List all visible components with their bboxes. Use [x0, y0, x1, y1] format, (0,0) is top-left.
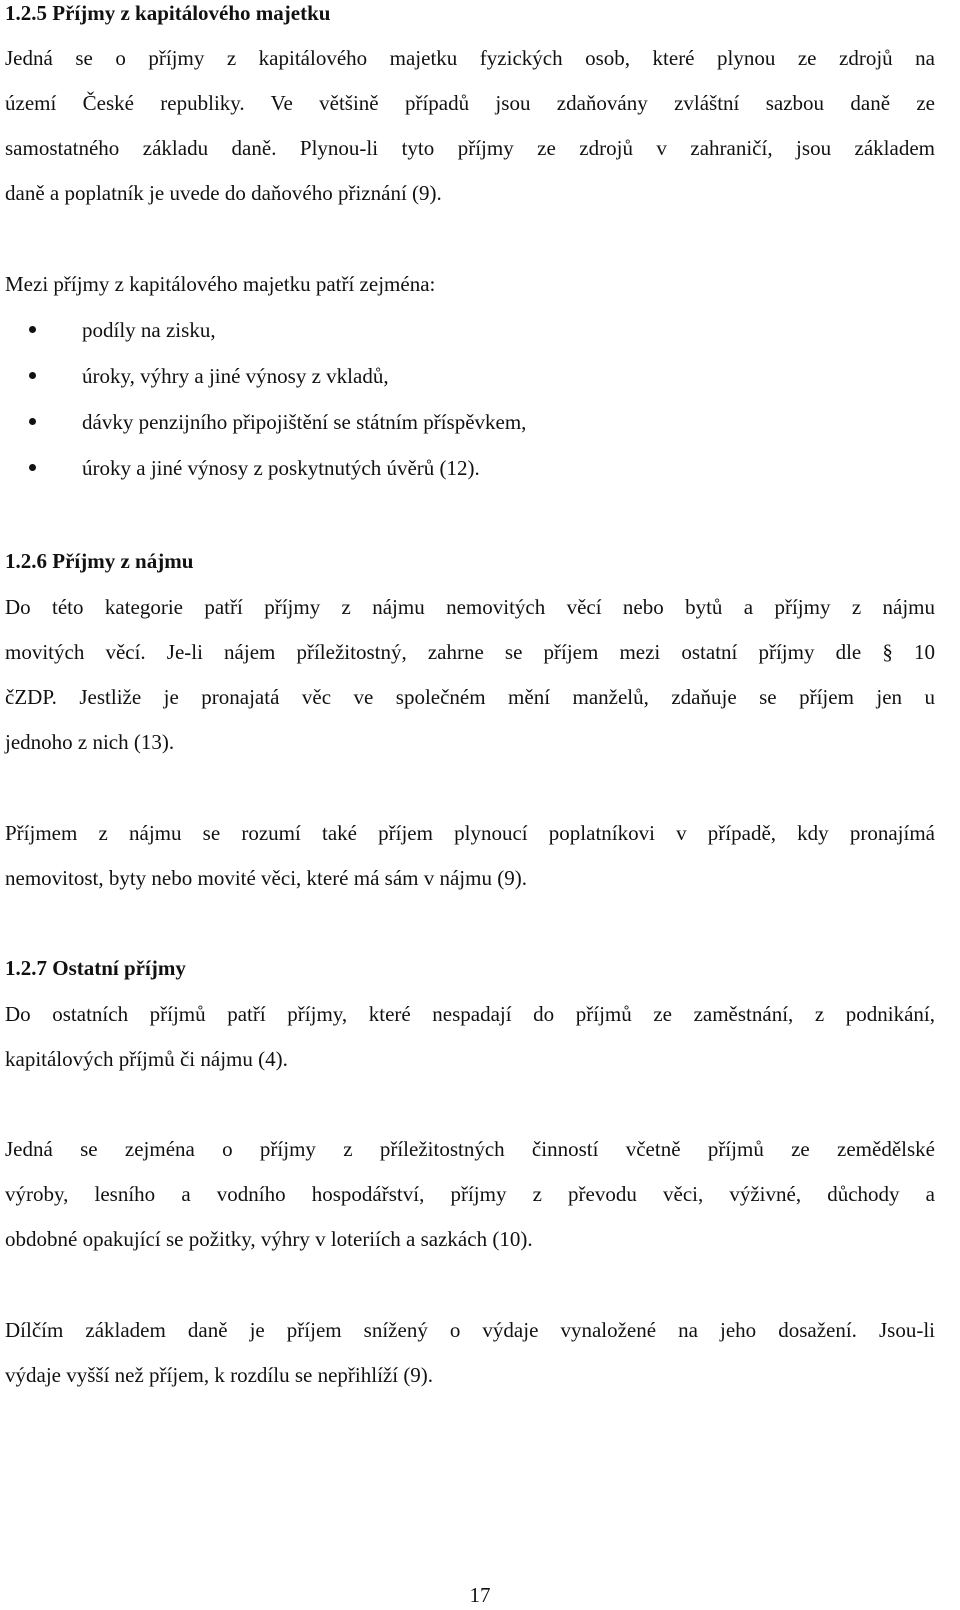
paragraph-line: jednoho z nich (13). — [5, 730, 175, 754]
paragraph-line: movitých věcí. Je-li nájem příležitostný, zahrne se příjem mezi ostatní příjmy dle § 10 — [5, 640, 935, 664]
paragraph-line: kapitálových příjmů či nájmu (4). — [5, 1047, 288, 1071]
paragraph-line: výroby, lesního a vodního hospodářství, příjmy z převodu věci, výživné, důchody a — [5, 1182, 935, 1206]
paragraph-line: Jedná se o příjmy z kapitálového majetku fyzických osob, které plynou ze zdrojů na — [5, 46, 935, 70]
list-item-text: dávky penzijního připojištění se státním příspěvkem, — [82, 410, 527, 434]
bullet-icon — [29, 372, 36, 379]
list-item-text: podíly na zisku, — [82, 318, 216, 342]
paragraph-line: obdobné opakující se požitky, výhry v loteriích a sazkách (10). — [5, 1227, 533, 1251]
section-heading-1-2-6: 1.2.6 Příjmy z nájmu — [5, 549, 194, 573]
list-item-text: úroky a jiné výnosy z poskytnutých úvěrů (12). — [82, 456, 480, 480]
list-item-text: úroky, výhry a jiné výnosy z vkladů, — [82, 364, 389, 388]
page-number: 17 — [469, 1583, 491, 1607]
bullet-icon — [29, 326, 36, 333]
list-intro: Mezi příjmy z kapitálového majetku patří zejména: — [5, 272, 436, 296]
paragraph-line: samostatného základu daně. Plynou-li tyto příjmy ze zdrojů v zahraničí, jsou základem — [5, 136, 935, 160]
paragraph-line: výdaje vyšší než příjem, k rozdílu se nepřihlíží (9). — [5, 1363, 434, 1387]
paragraph-line: daně a poplatník je uvede do daňového přiznání (9). — [5, 181, 442, 205]
paragraph-line: Do této kategorie patří příjmy z nájmu nemovitých věcí nebo bytů a příjmy z nájmu — [5, 595, 935, 619]
bullet-icon — [29, 418, 36, 425]
bullet-icon — [29, 464, 36, 471]
paragraph-line: nemovitost, byty nebo movité věci, které má sám v nájmu (9). — [5, 866, 527, 890]
paragraph-line: Dílčím základem daně je příjem snížený o výdaje vynaložené na jeho dosažení. Jsou-li — [5, 1318, 935, 1342]
paragraph-line: Do ostatních příjmů patří příjmy, které nespadají do příjmů ze zaměstnání, z podnikání, — [5, 1002, 935, 1026]
paragraph-line: Příjmem z nájmu se rozumí také příjem plynoucí poplatníkovi v případě, kdy pronajímá — [5, 821, 935, 845]
paragraph-line: území České republiky. Ve většině případů jsou zdaňovány zvláštní sazbou daně ze — [5, 91, 935, 115]
section-heading-1-2-5: 1.2.5 Příjmy z kapitálového majetku — [5, 1, 331, 25]
paragraph-line: Jedná se zejména o příjmy z příležitostných činností včetně příjmů ze zemědělské — [5, 1137, 935, 1161]
paragraph-line: čZDP. Jestliže je pronajatá věc ve společném mění manželů, zdaňuje se příjem jen u — [5, 685, 935, 709]
section-heading-1-2-7: 1.2.7 Ostatní příjmy — [5, 956, 186, 980]
